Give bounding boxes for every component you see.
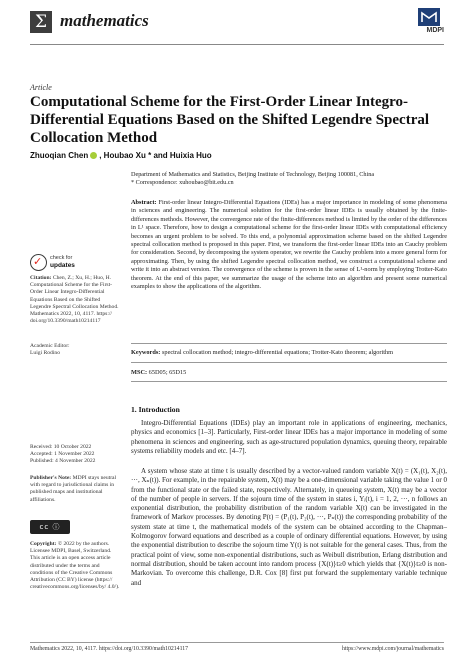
author-list [30,151,212,160]
article-type-label: Article [30,83,52,92]
header-divider [30,44,444,45]
citation-block [30,275,122,325]
journal-header [30,8,444,40]
journal-name[interactable]: mathematics [60,11,149,30]
citation-text[interactable]: Chen, Z.; Xu, H.; Huo, H. Computational Scheme for the First-Order Linear Integro-Differential Equations Based on the Shifted Legendre Spectral Collocation Method. Mathematics 2022, 10, 4117. https:// doi.org/10.3390/math10214117 [30,275,119,325]
msc-label: MSC: [131,369,148,376]
citation-label: Citation: [30,275,52,281]
author-rest[interactable]: , Houbao Xu * and Huixia Huo [99,151,212,160]
publisher-note-label: Publisher's Note: [30,475,72,481]
affiliations [131,171,451,187]
check-for-updates-button[interactable] [30,254,90,272]
published-date: Published: 4 November 2022 [30,458,96,465]
footer-journal-link[interactable]: https://www.mdpi.com/journal/mathematics [341,646,444,652]
intro-paragraph-2: A system whose state at time t is usually described by a vector-valued random variable X(t) = (X₁(t), X₂(t), ···, Xₙ(t)). For example, in the repairable system, X(t) may be a one-dimensional variable taking the value 1 or 0 from the functional state or the failed state, respectively. Alternately, in queueing system, X(t) may be a vector of the number of people in servers. If the sojourn time of the system in states i, Yᵢ(t), i = 1, 2, ···, n follows an exponential distribution, the probability distribution of the random variable X(t) can be investigated in the framework of Markov processes. By denoting P(t) = (P₁(t), P₂(t), ···, Pₙ(t)) the corresponding probability of the system state at time t, the mathematical models of the system can be obtained according to the Chapman–Kolmogorov forward equations and described as a couple of ordinary differential equations. However, by using the exponential distribution to describe the sojourn time Y(t) is not suitable for the general cases. Thus, from the practical point of view, some non-exponential distributions, such as Weibull distribution, Erlang distribution and normal distribution, should be taken account into random process {X(t)}t≥0 which yields that {X(t)}t≥0 is non-Markovian. To overcome this challenge, D.R. Cox [8] first put forward the supplementary variable technique and [131,467,447,587]
abstract-label: Abstract: [131,199,157,206]
publisher-note-text: MDPI stays neutral with regard to jurisdictional claims in published maps and institutional affiliations. [30,475,117,503]
abstract [131,199,447,291]
footer-citation[interactable]: Mathematics 2022, 10, 4117. https://doi.org/10.3390/math10214117 [30,646,189,652]
mdpi-emblem-icon [418,8,440,26]
keywords-divider [131,362,447,363]
check-updates-line2: updates [50,262,75,269]
keywords [131,349,447,357]
check-mark-icon: ✓ [33,255,43,268]
orcid-icon[interactable] [90,152,97,159]
editor-name: Luigi Rodino [30,350,60,357]
keywords-label: Keywords: [131,349,161,356]
accepted-date: Accepted: 1 November 2022 [30,451,95,458]
msc-divider [131,381,447,382]
msc-text: 65D05; 65D15 [148,369,187,376]
keywords-text: spectral collocation method; integro-differential equations; Trotter-Kato theorem; algorithm [161,349,394,356]
msc [131,369,447,377]
correspondence-line[interactable]: * Correspondence: xuhoubao@bit.edu.cn [131,179,234,186]
check-updates-line1: check for [50,255,73,261]
copyright-label: Copyright: [30,541,57,547]
publication-dates [30,444,122,466]
intro-paragraph-1: Integro-Differential Equations (IDEs) play an important role in applications of engineering, mechanics, physics and economics [1–3]. Particularly, First-order linear IDEs has a major importance in modeling of some phenomena in sciences and engineering, such as age-structured population dynamics, queuing theory, repairable systems reliability models and etc. [4–7]. [131,419,447,455]
abstract-divider [131,343,447,344]
academic-editor [30,343,122,357]
cc-license-icon[interactable]: cc ⓘ [30,520,70,534]
mdpi-logo-icon [418,8,440,26]
section-heading-introduction: 1. Introduction [131,405,180,414]
footer-divider [30,642,444,643]
abstract-text: First-order linear Integro-Differential Equations (IDEs) has a major importance in modeling of some phenomena in sciences and engineering. The numerical solution for the first-order linear IDEs is usually obtained by the finite-differences methods. However, the convergence rate of the finite-differences method is limited by the order of the differences in L¹ space. Therefore, how to design a computational scheme for the first-order linear IDEs with computational efficiency becomes an urgent problem to be solved. To this end, a polynomial approximation scheme based on the shifted Legendre spectral collocation method is proposed in this paper. First, we transform the first-order linear IDEs into an Cauchy problem for consideration. Second, by decomposing the system operator, we rewrite the Cauchy problem into a more general form for approximating. Then, by using the shifted Legendre spectral collocation method, we construct a computational scheme and write it into an abstract version. The convergence of the scheme is proven in the sense of L¹-norm by employing Trotter-Kato theorem. At the end of this paper, we summarize the usage of the scheme into an algorithm and present some numerical examples to show the applications of the algorithm. [131,199,447,291]
article-title: Computational Scheme for the First-Order Linear Integro-Differential Equations Based on the Shifted Legendre Spectral Collocation Method [30,94,430,146]
mdpi-logo[interactable] [410,8,444,38]
mdpi-logo-text: MDPI [426,27,444,34]
publisher-note [30,475,122,504]
copyright-block [30,541,122,591]
editor-label: Academic Editor: [30,343,70,349]
check-updates-label [50,255,75,270]
journal-logo-icon: Σ [30,11,52,33]
copyright-text[interactable]: © 2022 by the authors. Licensee MDPI, Basel, Switzerland. This article is an open access article distributed under the terms and conditions of the Creative Commons Attribution (CC BY) license (https:// creativecommons.org/licenses/by/ 4.0/). [30,541,120,591]
affiliation-line: Department of Mathematics and Statistics, Beijing Institute of Technology, Beijing 100081, China [131,171,375,178]
author-first[interactable]: Zhuoqian Chen [30,151,89,160]
received-date: Received: 10 October 2022 [30,444,92,450]
